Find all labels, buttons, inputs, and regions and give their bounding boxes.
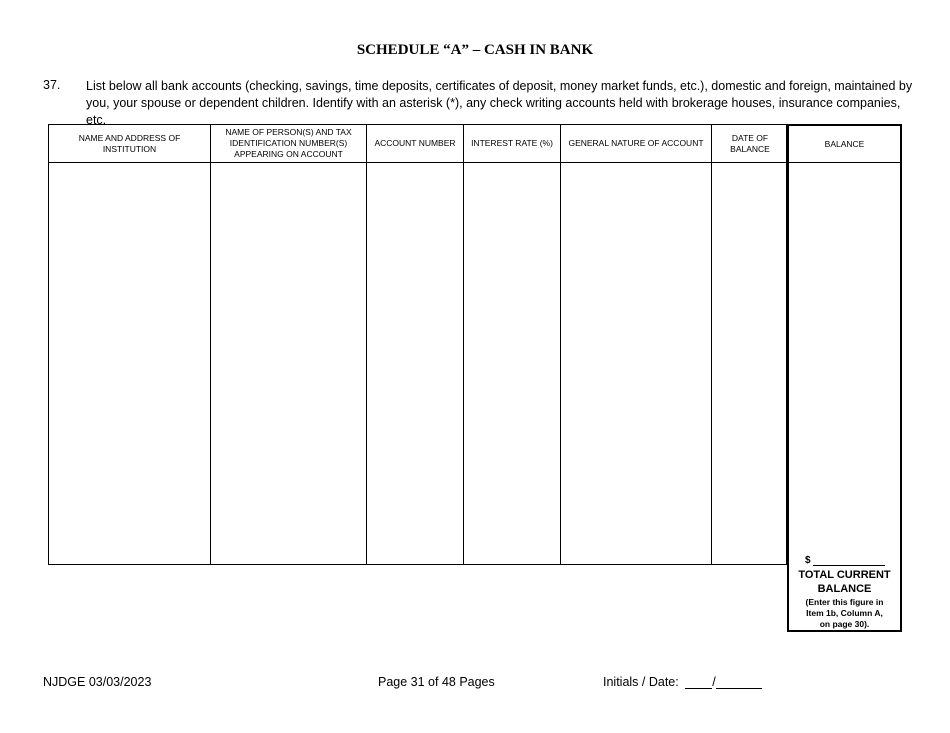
- column-header-interest-rate: INTEREST RATE (%): [464, 125, 560, 163]
- initials-date: [603, 675, 762, 689]
- column-nature-of-account[interactable]: [561, 125, 712, 564]
- instructions-text: List below all bank accounts (checking, savings, time deposits, certificates of deposit, money market funds, etc.), domestic and foreign, maintained by you, your spouse or dependent children. Identify with an asterisk (*), any check writing accounts held with brokerage houses, insurance companies, etc.: [86, 79, 913, 127]
- date-blank[interactable]: [716, 675, 762, 689]
- total-balance-blank[interactable]: [813, 555, 885, 566]
- initials-label: Initials / Date:: [603, 675, 679, 689]
- column-header-person-tax-id: NAME OF PERSON(S) AND TAX IDENTIFICATION NUMBER(S) APPEARING ON ACCOUNT: [211, 125, 366, 163]
- total-note-line1: (Enter this figure in: [805, 597, 884, 607]
- total-note-line3: on page 30).: [819, 619, 870, 629]
- total-label-line1: TOTAL CURRENT: [798, 569, 891, 581]
- column-institution[interactable]: [49, 125, 211, 564]
- column-balance[interactable]: [787, 124, 902, 632]
- page-title: SCHEDULE “A” – CASH IN BANK: [356, 42, 594, 58]
- total-note: [789, 597, 900, 630]
- column-header-institution: NAME AND ADDRESS OF INSTITUTION: [49, 125, 210, 163]
- form-id: NJDGE 03/03/2023: [43, 675, 152, 689]
- column-header-nature-of-account: GENERAL NATURE OF ACCOUNT: [561, 125, 711, 163]
- column-person-tax-id[interactable]: [211, 125, 367, 564]
- column-date-of-balance[interactable]: [712, 125, 788, 564]
- column-header-date-of-balance: DATE OF BALANCE: [712, 125, 788, 163]
- column-header-account-number: ACCOUNT NUMBER: [367, 125, 463, 163]
- accounts-table: [48, 124, 787, 565]
- total-note-line2: Item 1b, Column A,: [806, 608, 883, 618]
- initials-separator: /: [712, 675, 716, 689]
- item-number: 37.: [43, 78, 61, 92]
- total-balance-field[interactable]: [805, 555, 885, 566]
- currency-symbol: $: [805, 555, 811, 566]
- initials-blank[interactable]: [685, 675, 712, 689]
- page-number: Page 31 of 48 Pages: [378, 675, 495, 689]
- total-current-balance-label: [789, 568, 900, 596]
- total-label-line2: BALANCE: [817, 583, 872, 595]
- column-interest-rate[interactable]: [464, 125, 561, 564]
- column-account-number[interactable]: [367, 125, 464, 564]
- column-header-balance: BALANCE: [789, 126, 900, 163]
